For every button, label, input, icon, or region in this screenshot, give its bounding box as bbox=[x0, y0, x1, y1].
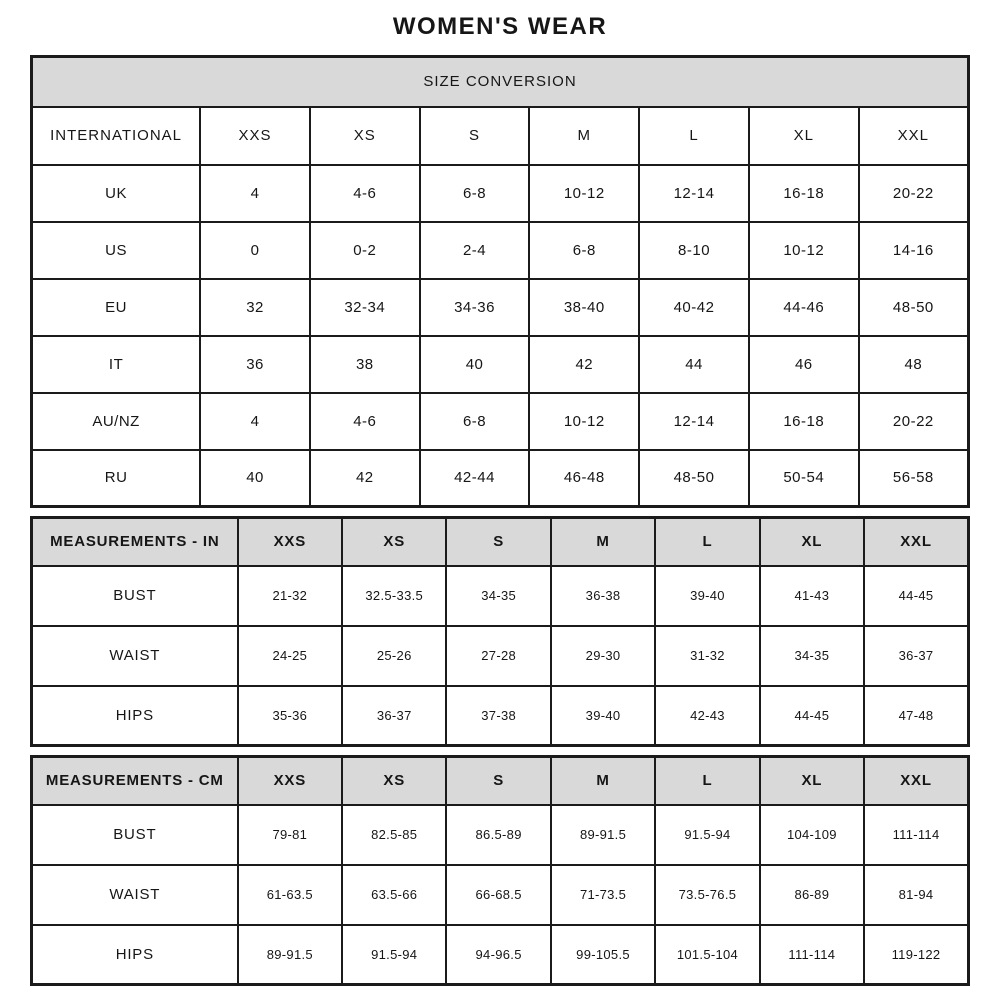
measurements-cm-header-row bbox=[32, 757, 969, 805]
measurement-value-cell: 24-25 bbox=[238, 626, 342, 686]
size-value-cell: 4 bbox=[200, 165, 310, 222]
measurement-value-cell: 66-68.5 bbox=[446, 865, 550, 925]
size-value-cell: 42 bbox=[529, 336, 639, 393]
measurement-value-cell: 89-91.5 bbox=[238, 925, 342, 985]
measurement-value-cell: 36-38 bbox=[551, 566, 655, 626]
measurement-value-cell: 71-73.5 bbox=[551, 865, 655, 925]
size-value-cell: 48-50 bbox=[639, 450, 749, 507]
size-conversion-header: SIZE CONVERSION bbox=[32, 57, 969, 107]
size-value-cell: 4 bbox=[200, 393, 310, 450]
size-value-cell: 2-4 bbox=[420, 222, 530, 279]
column-header-size-xs: XS bbox=[342, 757, 446, 805]
measurement-value-cell: 89-91.5 bbox=[551, 805, 655, 865]
column-header-size-xxs: XXS bbox=[238, 757, 342, 805]
measurement-value-cell: 63.5-66 bbox=[342, 865, 446, 925]
size-value-cell: 36 bbox=[200, 336, 310, 393]
size-value-cell: 0 bbox=[200, 222, 310, 279]
size-value-cell: 40-42 bbox=[639, 279, 749, 336]
measurement-value-cell: 39-40 bbox=[551, 686, 655, 746]
size-value-cell: 34-36 bbox=[420, 279, 530, 336]
measurement-value-cell: 25-26 bbox=[342, 626, 446, 686]
size-value-cell: 4-6 bbox=[310, 393, 420, 450]
column-header-size-xl: XL bbox=[760, 757, 864, 805]
row-label-bust: BUST bbox=[32, 805, 238, 865]
size-value-cell: 48 bbox=[859, 336, 969, 393]
size-value-cell: 42 bbox=[310, 450, 420, 507]
column-header-size-xxl: XXL bbox=[864, 757, 968, 805]
size-value-cell: 0-2 bbox=[310, 222, 420, 279]
row-label-eu: EU bbox=[32, 279, 201, 336]
measurement-value-cell: 42-43 bbox=[655, 686, 759, 746]
size-value-cell: 38-40 bbox=[529, 279, 639, 336]
size-value-cell: 16-18 bbox=[749, 165, 859, 222]
column-header-size-xxl: XXL bbox=[859, 107, 969, 165]
size-conversion-row-uk bbox=[32, 165, 969, 222]
column-header-size-s: S bbox=[446, 518, 550, 566]
measurement-value-cell: 119-122 bbox=[864, 925, 968, 985]
measurement-value-cell: 34-35 bbox=[760, 626, 864, 686]
size-value-cell: 42-44 bbox=[420, 450, 530, 507]
row-label-ru: RU bbox=[32, 450, 201, 507]
measurement-value-cell: 73.5-76.5 bbox=[655, 865, 759, 925]
column-header-size-l: L bbox=[655, 757, 759, 805]
size-value-cell: 20-22 bbox=[859, 393, 969, 450]
row-label-uk: UK bbox=[32, 165, 201, 222]
size-value-cell: 4-6 bbox=[310, 165, 420, 222]
size-value-cell: 44 bbox=[639, 336, 749, 393]
measurement-value-cell: 47-48 bbox=[864, 686, 968, 746]
measurement-value-cell: 86.5-89 bbox=[446, 805, 550, 865]
size-value-cell: 44-46 bbox=[749, 279, 859, 336]
size-value-cell: 12-14 bbox=[639, 393, 749, 450]
size-value-cell: 16-18 bbox=[749, 393, 859, 450]
row-label-it: IT bbox=[32, 336, 201, 393]
column-header-size-m: M bbox=[529, 107, 639, 165]
column-header-size-m: M bbox=[551, 757, 655, 805]
measurement-value-cell: 41-43 bbox=[760, 566, 864, 626]
size-value-cell: 50-54 bbox=[749, 450, 859, 507]
measurement-value-cell: 61-63.5 bbox=[238, 865, 342, 925]
measurement-value-cell: 94-96.5 bbox=[446, 925, 550, 985]
size-value-cell: 46-48 bbox=[529, 450, 639, 507]
measurement-value-cell: 44-45 bbox=[864, 566, 968, 626]
size-value-cell: 20-22 bbox=[859, 165, 969, 222]
measurement-value-cell: 37-38 bbox=[446, 686, 550, 746]
column-header-size-xxs: XXS bbox=[200, 107, 310, 165]
column-header-size-xl: XL bbox=[760, 518, 864, 566]
column-header-size-l: L bbox=[639, 107, 749, 165]
measurement-value-cell: 44-45 bbox=[760, 686, 864, 746]
size-value-cell: 8-10 bbox=[639, 222, 749, 279]
row-label-waist: WAIST bbox=[32, 626, 238, 686]
column-header-international: INTERNATIONAL bbox=[32, 107, 201, 165]
size-value-cell: 12-14 bbox=[639, 165, 749, 222]
size-value-cell: 38 bbox=[310, 336, 420, 393]
size-value-cell: 6-8 bbox=[420, 393, 530, 450]
measurement-value-cell: 29-30 bbox=[551, 626, 655, 686]
measurement-value-cell: 111-114 bbox=[760, 925, 864, 985]
measurements-cm-row-hips bbox=[32, 925, 969, 985]
size-value-cell: 48-50 bbox=[859, 279, 969, 336]
measurements-in-row-hips bbox=[32, 686, 969, 746]
measurement-value-cell: 99-105.5 bbox=[551, 925, 655, 985]
measurement-value-cell: 101.5-104 bbox=[655, 925, 759, 985]
measurements-cm-row-waist bbox=[32, 865, 969, 925]
size-conversion-row-ru bbox=[32, 450, 969, 507]
measurements-cm-table bbox=[30, 755, 970, 986]
measurement-value-cell: 91.5-94 bbox=[655, 805, 759, 865]
size-conversion-row-it bbox=[32, 336, 969, 393]
measurement-value-cell: 91.5-94 bbox=[342, 925, 446, 985]
row-label-us: US bbox=[32, 222, 201, 279]
size-conversion-table bbox=[30, 55, 970, 508]
measurement-value-cell: 31-32 bbox=[655, 626, 759, 686]
measurement-value-cell: 81-94 bbox=[864, 865, 968, 925]
measurement-value-cell: 35-36 bbox=[238, 686, 342, 746]
column-header-size-xs: XS bbox=[310, 107, 420, 165]
measurements-cm-row-bust bbox=[32, 805, 969, 865]
page-title: WOMEN'S WEAR bbox=[392, 13, 608, 40]
size-value-cell: 6-8 bbox=[529, 222, 639, 279]
measurement-value-cell: 27-28 bbox=[446, 626, 550, 686]
size-value-cell: 14-16 bbox=[859, 222, 969, 279]
measurement-value-cell: 104-109 bbox=[760, 805, 864, 865]
measurement-value-cell: 79-81 bbox=[238, 805, 342, 865]
size-value-cell: 10-12 bbox=[529, 165, 639, 222]
column-header-size-xl: XL bbox=[749, 107, 859, 165]
measurements-in-header: MEASUREMENTS - IN bbox=[32, 518, 238, 566]
measurement-value-cell: 39-40 bbox=[655, 566, 759, 626]
column-header-size-xs: XS bbox=[342, 518, 446, 566]
column-header-size-l: L bbox=[655, 518, 759, 566]
size-value-cell: 32-34 bbox=[310, 279, 420, 336]
measurement-value-cell: 86-89 bbox=[760, 865, 864, 925]
size-value-cell: 40 bbox=[420, 336, 530, 393]
measurements-in-row-waist bbox=[32, 626, 969, 686]
measurements-in-header-row bbox=[32, 518, 969, 566]
row-label-hips: HIPS bbox=[32, 925, 238, 985]
measurements-in-row-bust bbox=[32, 566, 969, 626]
size-conversion-column-row bbox=[32, 107, 969, 165]
column-header-size-xxs: XXS bbox=[238, 518, 342, 566]
row-label-bust: BUST bbox=[32, 566, 238, 626]
measurement-value-cell: 36-37 bbox=[864, 626, 968, 686]
size-value-cell: 40 bbox=[200, 450, 310, 507]
measurement-value-cell: 32.5-33.5 bbox=[342, 566, 446, 626]
column-header-size-s: S bbox=[446, 757, 550, 805]
size-value-cell: 46 bbox=[749, 336, 859, 393]
row-label-au-nz: AU/NZ bbox=[32, 393, 201, 450]
row-label-waist: WAIST bbox=[32, 865, 238, 925]
measurements-in-table bbox=[30, 516, 970, 747]
measurement-value-cell: 34-35 bbox=[446, 566, 550, 626]
size-conversion-banner-row bbox=[32, 57, 969, 107]
size-value-cell: 56-58 bbox=[859, 450, 969, 507]
size-value-cell: 10-12 bbox=[529, 393, 639, 450]
size-conversion-row-eu bbox=[32, 279, 969, 336]
size-conversion-row-us bbox=[32, 222, 969, 279]
column-header-size-xxl: XXL bbox=[864, 518, 968, 566]
size-value-cell: 6-8 bbox=[420, 165, 530, 222]
column-header-size-m: M bbox=[551, 518, 655, 566]
size-value-cell: 32 bbox=[200, 279, 310, 336]
measurement-value-cell: 82.5-85 bbox=[342, 805, 446, 865]
measurement-value-cell: 111-114 bbox=[864, 805, 968, 865]
measurement-value-cell: 36-37 bbox=[342, 686, 446, 746]
size-value-cell: 10-12 bbox=[749, 222, 859, 279]
column-header-size-s: S bbox=[420, 107, 530, 165]
size-conversion-row-au-nz bbox=[32, 393, 969, 450]
measurement-value-cell: 21-32 bbox=[238, 566, 342, 626]
row-label-hips: HIPS bbox=[32, 686, 238, 746]
measurements-cm-header: MEASUREMENTS - CM bbox=[32, 757, 238, 805]
